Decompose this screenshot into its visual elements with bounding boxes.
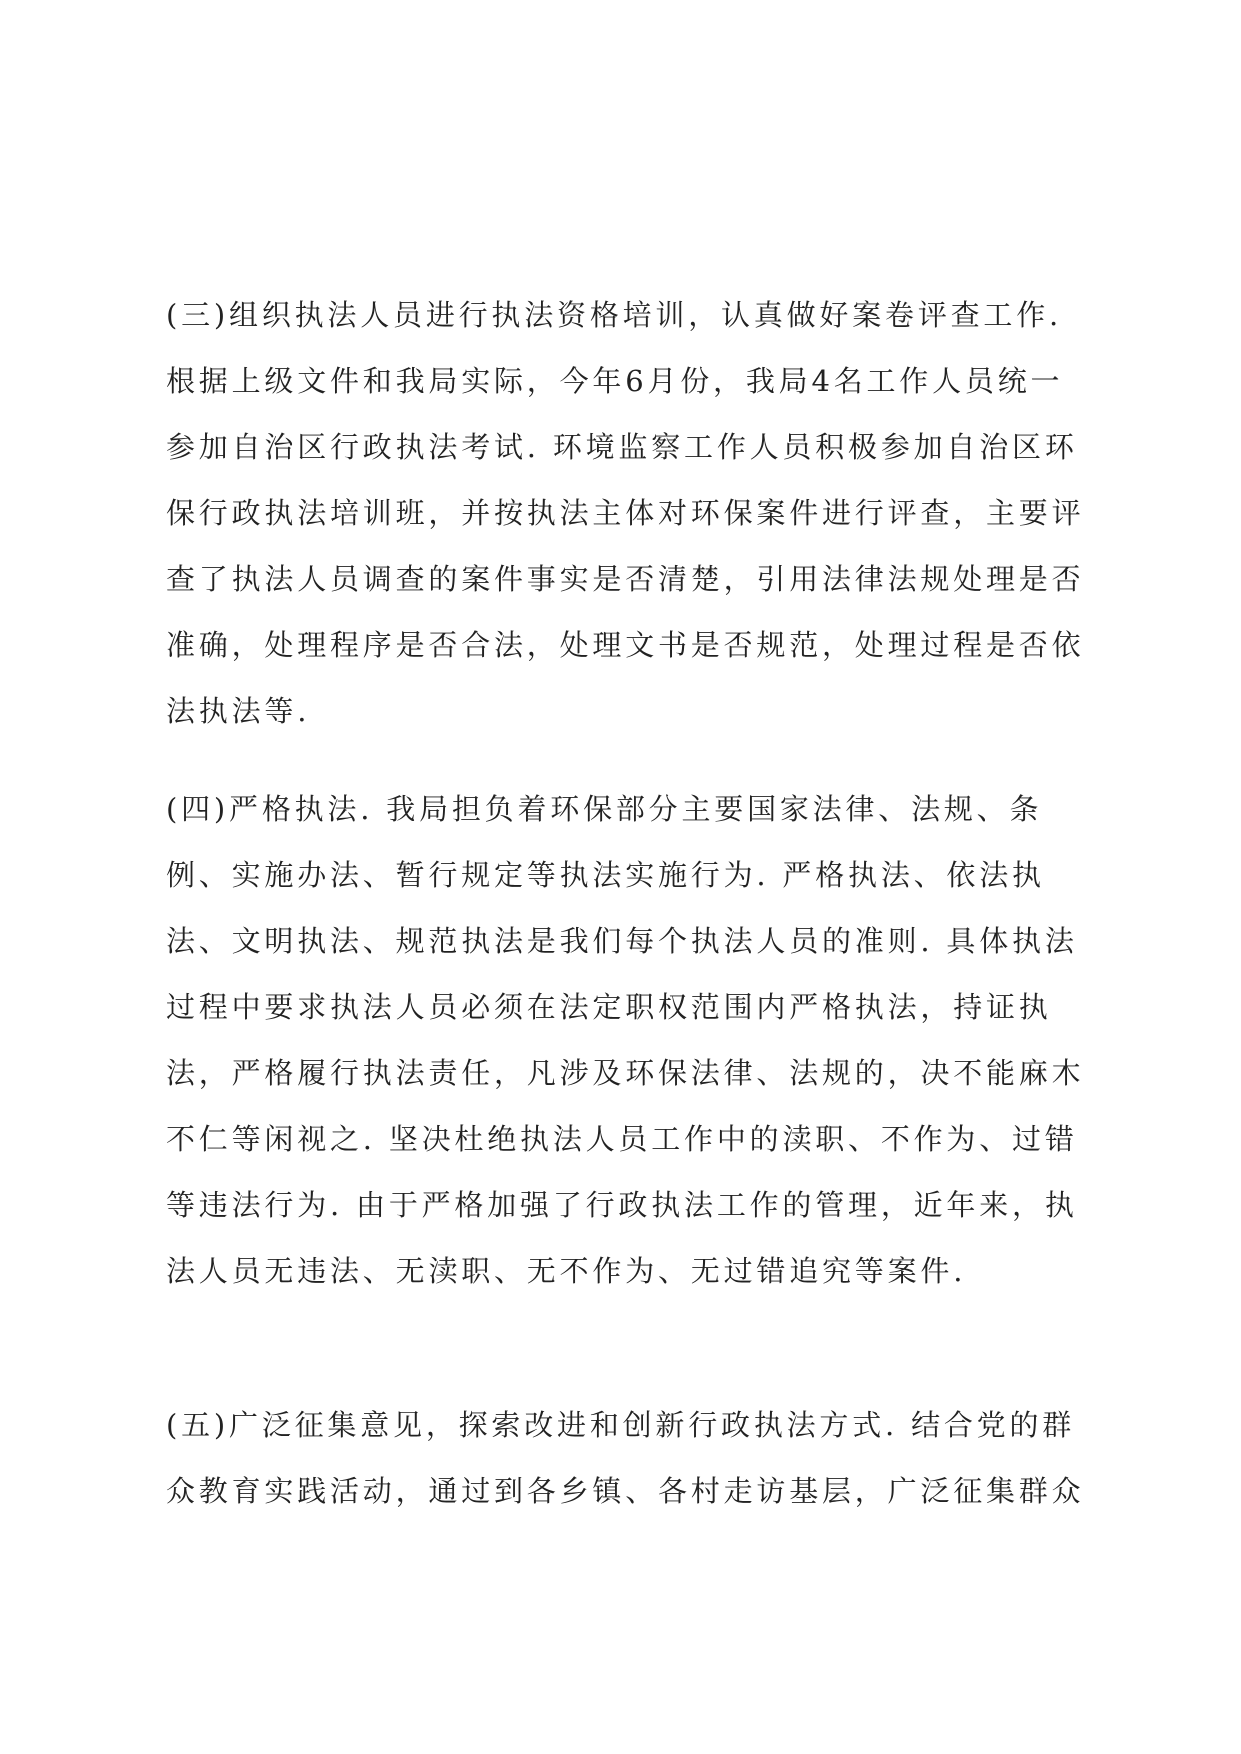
text-line: 不仁等闲视之. 坚决杜绝执法人员工作中的渎职、不作为、过错 <box>166 1122 1078 1156</box>
text-line: 例、实施办法、暂行规定等执法实施行为. 严格执法、依法执 <box>166 858 1045 892</box>
text-line: 查了执法人员调查的案件事实是否清楚，引用法律法规处理是否 <box>166 562 1085 596</box>
text-line: (四)严格执法. 我局担负着环保部分主要国家法律、法规、条 <box>166 792 1043 826</box>
text-line: 法执法等. <box>166 694 311 728</box>
paragraph-section-5 <box>166 1392 1096 1524</box>
text-line: 参加自治区行政执法考试. 环境监察工作人员积极参加自治区环 <box>166 430 1078 464</box>
text-line: 保行政执法培训班，并按执法主体对环保案件进行评查，主要评 <box>166 496 1085 530</box>
text-line: 法、文明执法、规范执法是我们每个执法人员的准则. 具体执法 <box>166 924 1078 958</box>
text-line: 根据上级文件和我局实际，今年6月份，我局4名工作人员统一 <box>166 364 1064 398</box>
text-line: 等违法行为. 由于严格加强了行政执法工作的管理，近年来，执 <box>166 1188 1078 1222</box>
text-line: 法人员无违法、无渎职、无不作为、无过错追究等案件. <box>166 1254 967 1288</box>
text-line: 法，严格履行执法责任，凡涉及环保法律、法规的，决不能麻木 <box>166 1056 1085 1090</box>
text-line: 众教育实践活动，通过到各乡镇、各村走访基层，广泛征集群众 <box>166 1474 1085 1508</box>
text-line: (五)广泛征集意见，探索改进和创新行政执法方式. 结合党的群 <box>166 1408 1076 1442</box>
text-line: 准确，处理程序是否合法，处理文书是否规范，处理过程是否依 <box>166 628 1085 662</box>
text-line: 过程中要求执法人员必须在法定职权范围内严格执法，持证执 <box>166 990 1052 1024</box>
text-line: (三)组织执法人员进行执法资格培训，认真做好案卷评查工作. <box>166 298 1063 332</box>
paragraph-section-3 <box>166 282 1096 744</box>
paragraph-section-4 <box>166 776 1096 1304</box>
